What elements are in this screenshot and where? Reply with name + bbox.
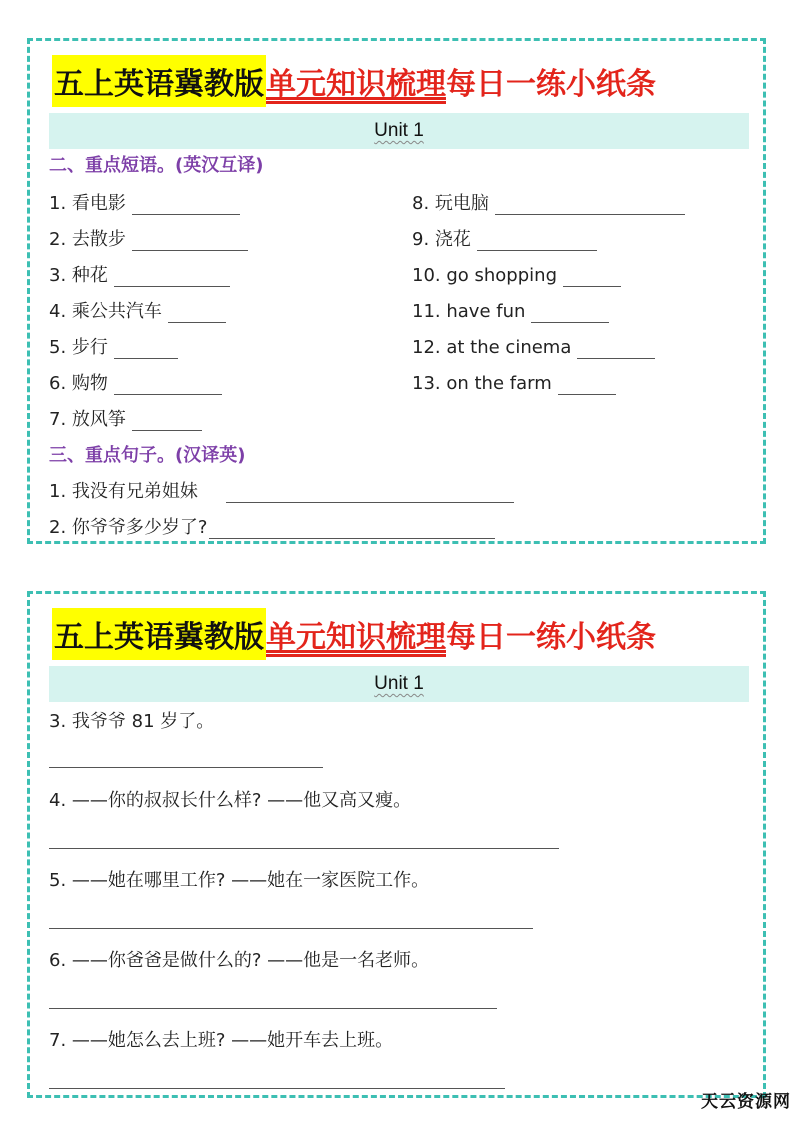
worksheet-title [52,55,656,107]
answer-blank[interactable] [209,518,495,539]
answer-blank[interactable] [114,266,230,287]
phrase-item: 2. 去散步 [49,229,248,251]
sentence-item: 6. ——你爸爸是做什么的? ——他是一名老师。 [49,950,430,971]
phrase-item: 3. 种花 [49,265,230,287]
answer-blank[interactable] [531,302,609,323]
worksheet-title [52,608,656,660]
title-rest: 每日一练小纸条 [446,620,656,655]
sentence-item: 4. ——你的叔叔长什么样? ——他又高又瘦。 [49,790,412,811]
title-rest: 每日一练小纸条 [446,67,656,102]
title-underlined: 单元知识梳理 [266,67,446,102]
phrase-item: 7. 放风筝 [49,409,202,431]
answer-blank[interactable] [563,266,621,287]
phrase-item: 6. 购物 [49,373,222,395]
answer-line[interactable] [49,928,533,929]
answer-blank[interactable] [114,374,222,395]
section-phrases-heading: 二、重点短语。(英汉互译) [49,155,264,176]
answer-blank[interactable] [495,194,685,215]
answer-line[interactable] [49,1008,497,1009]
answer-blank[interactable] [226,482,514,503]
phrase-item: 5. 步行 [49,337,178,359]
answer-blank[interactable] [132,230,248,251]
section-sentences-heading: 三、重点句子。(汉译英) [49,445,246,466]
phrase-item: 8. 玩电脑 [412,193,685,215]
answer-blank[interactable] [577,338,655,359]
answer-blank[interactable] [132,194,240,215]
answer-line[interactable] [49,767,323,768]
phrase-item: 13. on the farm [412,373,616,395]
sentence-item: 7. ——她怎么去上班? ——她开车去上班。 [49,1030,394,1051]
title-highlight: 五上英语冀教版 [52,55,266,107]
answer-blank[interactable] [132,410,202,431]
unit-header: Unit 1 [49,113,749,149]
answer-line[interactable] [49,848,559,849]
answer-blank[interactable] [558,374,616,395]
answer-blank[interactable] [168,302,226,323]
sentence-item: 3. 我爷爷 81 岁了。 [49,711,215,732]
phrase-item: 9. 浇花 [412,229,597,251]
title-highlight: 五上英语冀教版 [52,608,266,660]
worksheet-card-1 [27,38,766,544]
worksheet-card-2 [27,591,766,1098]
answer-blank[interactable] [477,230,597,251]
sentence-item: 2. 你爷爷多少岁了? [49,517,495,539]
title-underlined: 单元知识梳理 [266,620,446,655]
sentence-item: 1. 我没有兄弟姐妹 [49,481,514,503]
sentence-item: 5. ——她在哪里工作? ——她在一家医院工作。 [49,870,430,891]
phrase-item: 10. go shopping [412,265,621,287]
phrase-item: 11. have fun [412,301,609,323]
phrase-item: 1. 看电影 [49,193,240,215]
answer-blank[interactable] [114,338,178,359]
watermark: 天云资源网 [701,1092,791,1112]
unit-header: Unit 1 [49,666,749,702]
phrase-item: 4. 乘公共汽车 [49,301,226,323]
phrase-item: 12. at the cinema [412,337,655,359]
answer-line[interactable] [49,1088,505,1089]
